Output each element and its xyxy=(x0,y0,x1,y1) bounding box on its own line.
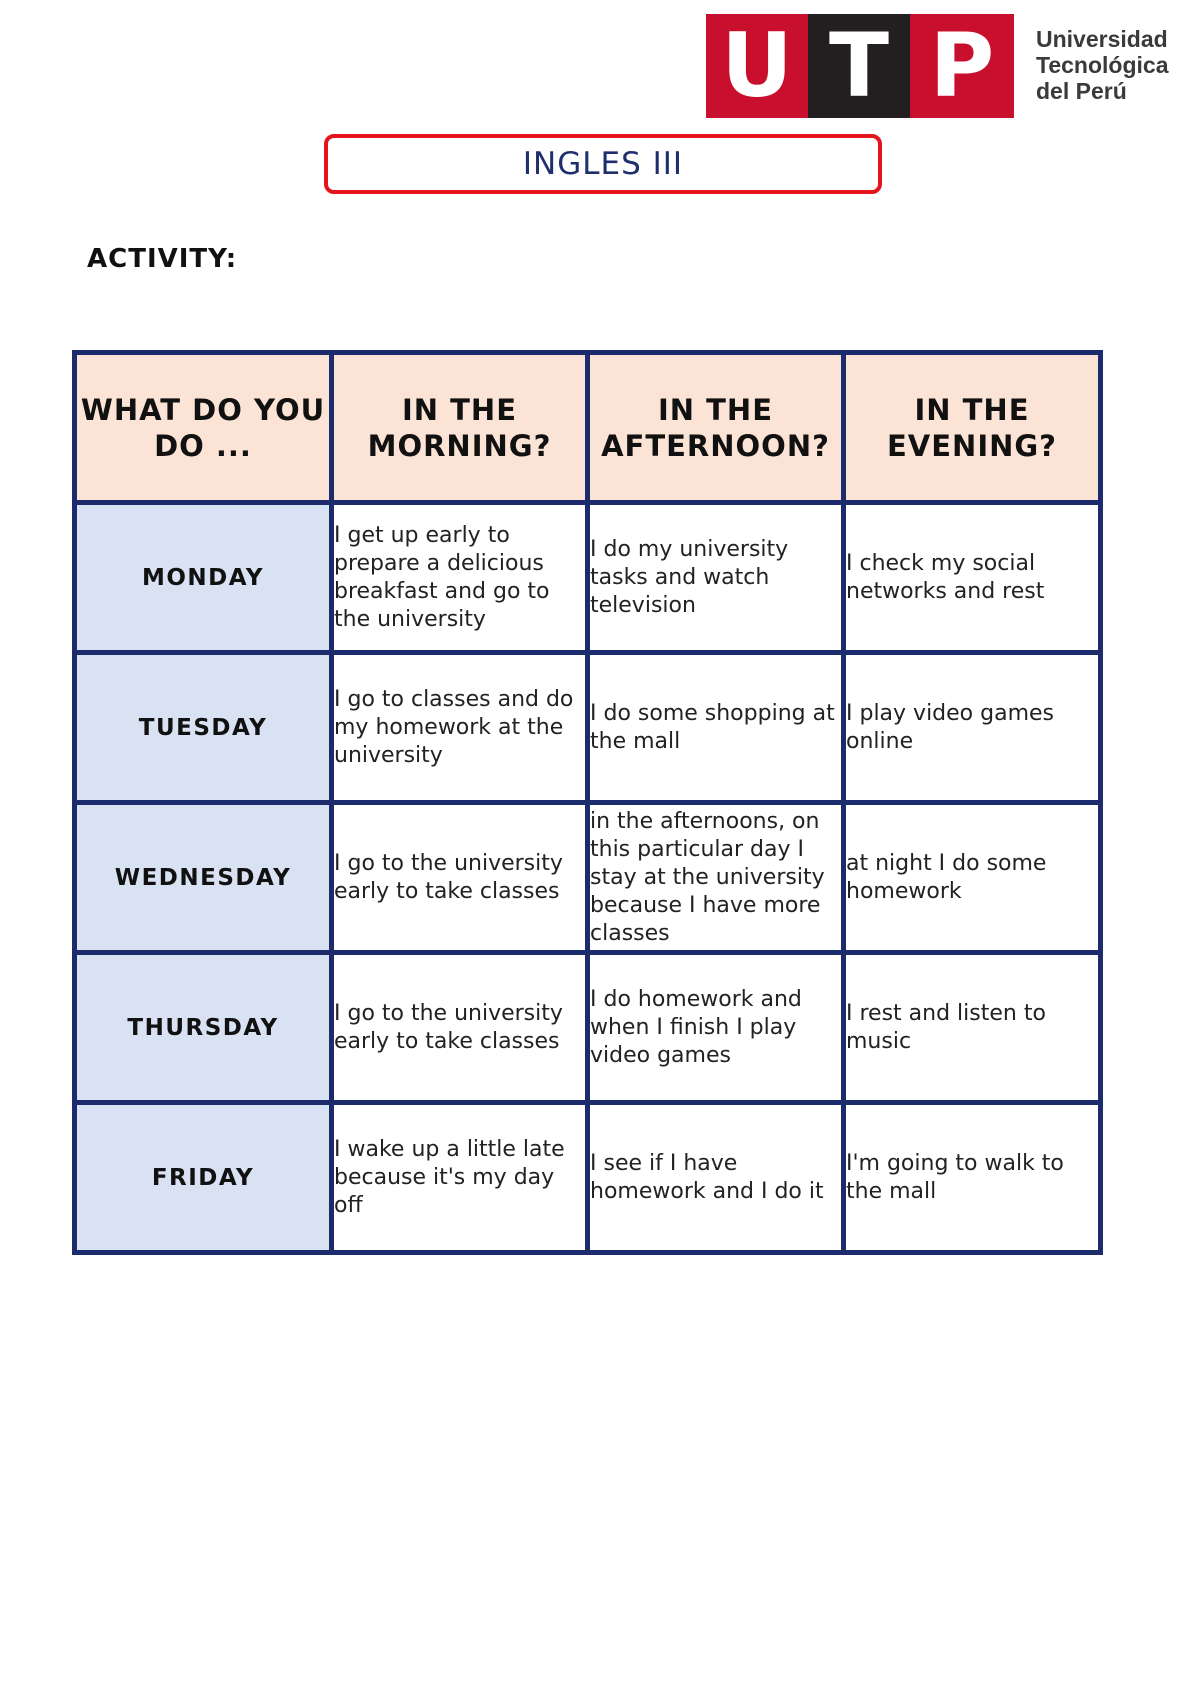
table-row xyxy=(75,503,1101,653)
afternoon-cell: I do my university tasks and watch television xyxy=(588,503,844,653)
table-header-row xyxy=(75,353,1101,503)
university-name-line: Universidad xyxy=(1036,26,1168,52)
table-row xyxy=(75,803,1101,953)
morning-cell: I wake up a little late because it's my day off xyxy=(332,1103,588,1253)
afternoon-cell: I do homework and when I finish I play video games xyxy=(588,953,844,1103)
header-afternoon: IN THE AFTERNOON? xyxy=(588,353,844,503)
day-cell: WEDNESDAY xyxy=(75,803,332,953)
day-cell: MONDAY xyxy=(75,503,332,653)
evening-cell: I play video games online xyxy=(844,653,1101,803)
logo-letter-p: P xyxy=(910,14,1014,118)
logo-letter-u: U xyxy=(706,14,808,118)
university-name-line: Tecnológica xyxy=(1036,52,1169,78)
header-morning: IN THE MORNING? xyxy=(332,353,588,503)
activity-label: ACTIVITY: xyxy=(87,244,238,274)
evening-cell: I rest and listen to music xyxy=(844,953,1101,1103)
evening-cell: I check my social networks and rest xyxy=(844,503,1101,653)
day-cell: FRIDAY xyxy=(75,1103,332,1253)
logo-letter-t: T xyxy=(808,14,910,118)
morning-cell: I go to classes and do my homework at the university xyxy=(332,653,588,803)
university-name xyxy=(1036,26,1186,104)
table-row xyxy=(75,1103,1101,1253)
utp-logo xyxy=(706,14,1182,118)
morning-cell: I go to the university early to take classes xyxy=(332,953,588,1103)
afternoon-cell: in the afternoons, on this particular day I stay at the university because I have more classes xyxy=(588,803,844,953)
weekly-schedule-table xyxy=(72,350,1103,1255)
course-title: INGLES III xyxy=(324,134,882,194)
evening-cell: at night I do some homework xyxy=(844,803,1101,953)
evening-cell: I'm going to walk to the mall xyxy=(844,1103,1101,1253)
header-evening: IN THE EVENING? xyxy=(844,353,1101,503)
afternoon-cell: I see if I have homework and I do it xyxy=(588,1103,844,1253)
university-name-line: del Perú xyxy=(1036,78,1127,104)
afternoon-cell: I do some shopping at the mall xyxy=(588,653,844,803)
morning-cell: I get up early to prepare a delicious breakfast and go to the university xyxy=(332,503,588,653)
morning-cell: I go to the university early to take classes xyxy=(332,803,588,953)
day-cell: THURSDAY xyxy=(75,953,332,1103)
table-row xyxy=(75,653,1101,803)
day-cell: TUESDAY xyxy=(75,653,332,803)
table-row xyxy=(75,953,1101,1103)
utp-logo-mark xyxy=(706,14,1014,118)
header-what-do-you-do: WHAT DO YOU DO ... xyxy=(75,353,332,503)
